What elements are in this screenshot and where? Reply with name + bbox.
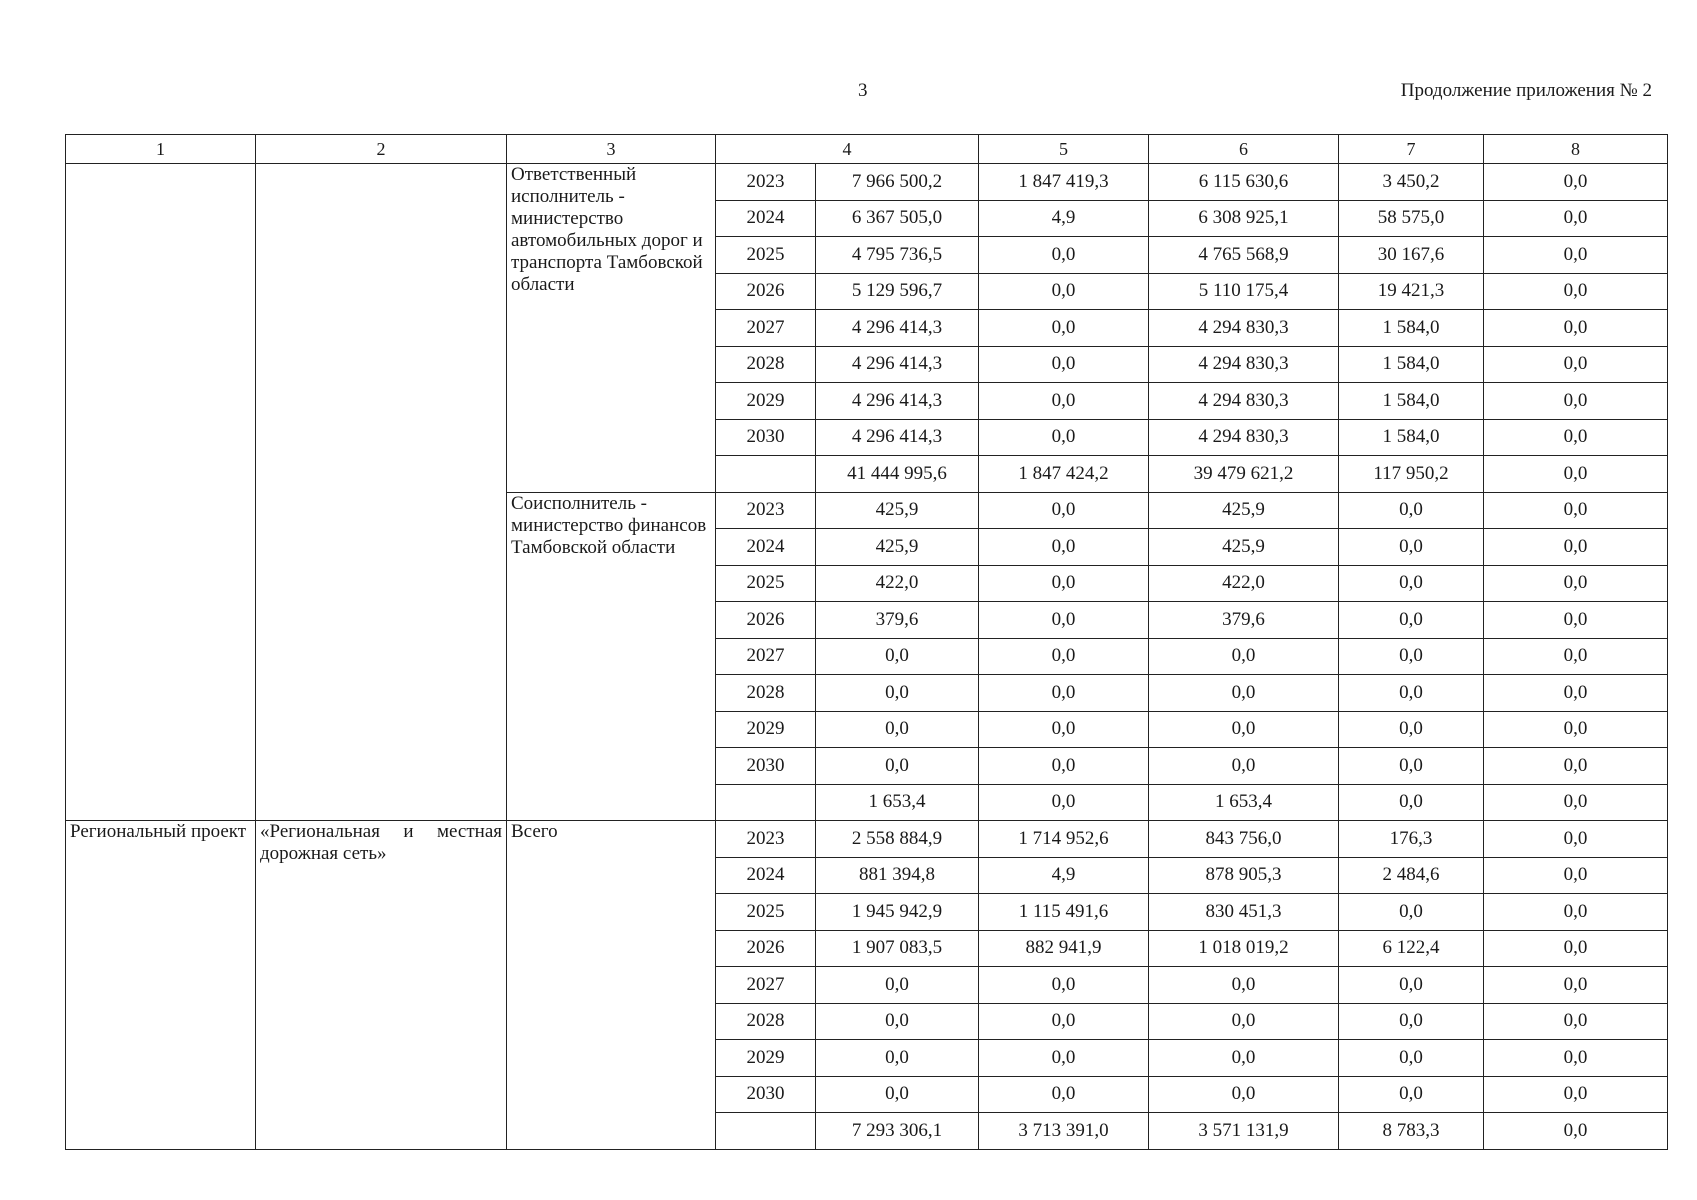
year-cell: 2027: [716, 310, 816, 347]
year-cell: [716, 1113, 816, 1150]
total-cell: 2 558 884,9: [816, 821, 979, 858]
regional-budget-cell: 0,0: [1149, 675, 1339, 712]
local-budget-cell: 0,0: [1339, 967, 1484, 1004]
local-budget-cell: 117 950,2: [1339, 456, 1484, 493]
other-sources-cell: 0,0: [1484, 1003, 1668, 1040]
total-cell: 7 293 306,1: [816, 1113, 979, 1150]
regional-budget-cell: 0,0: [1149, 748, 1339, 785]
other-sources-cell: 0,0: [1484, 748, 1668, 785]
local-budget-cell: 3 450,2: [1339, 164, 1484, 201]
column-number-row: [66, 135, 1668, 164]
total-cell: 4 296 414,3: [816, 419, 979, 456]
other-sources-cell: 0,0: [1484, 857, 1668, 894]
total-cell: 379,6: [816, 602, 979, 639]
appendix-note: Продолжение приложения № 2: [1400, 80, 1652, 101]
year-cell: 2027: [716, 638, 816, 675]
federal-budget-cell: 3 713 391,0: [979, 1113, 1149, 1150]
column-number: 8: [1484, 135, 1668, 164]
year-cell: 2028: [716, 346, 816, 383]
federal-budget-cell: 4,9: [979, 200, 1149, 237]
total-cell: 6 367 505,0: [816, 200, 979, 237]
total-cell: 7 966 500,2: [816, 164, 979, 201]
other-sources-cell: 0,0: [1484, 1113, 1668, 1150]
other-sources-cell: 0,0: [1484, 967, 1668, 1004]
total-cell: 0,0: [816, 1076, 979, 1113]
other-sources-cell: 0,0: [1484, 492, 1668, 529]
federal-budget-cell: 1 847 419,3: [979, 164, 1149, 201]
year-cell: 2025: [716, 894, 816, 931]
table-body: [66, 164, 1668, 1150]
regional-budget-cell: 4 765 568,9: [1149, 237, 1339, 274]
regional-budget-cell: 6 308 925,1: [1149, 200, 1339, 237]
other-sources-cell: 0,0: [1484, 711, 1668, 748]
regional-budget-cell: 1 018 019,2: [1149, 930, 1339, 967]
year-cell: 2027: [716, 967, 816, 1004]
regional-budget-cell: 3 571 131,9: [1149, 1113, 1339, 1150]
regional-budget-cell: 878 905,3: [1149, 857, 1339, 894]
local-budget-cell: 2 484,6: [1339, 857, 1484, 894]
other-sources-cell: 0,0: [1484, 675, 1668, 712]
federal-budget-cell: 0,0: [979, 675, 1149, 712]
local-budget-cell: 6 122,4: [1339, 930, 1484, 967]
regional-budget-cell: 0,0: [1149, 967, 1339, 1004]
column-number: 2: [256, 135, 507, 164]
other-sources-cell: 0,0: [1484, 419, 1668, 456]
federal-budget-cell: 0,0: [979, 565, 1149, 602]
total-cell: 1 945 942,9: [816, 894, 979, 931]
year-cell: [716, 456, 816, 493]
column-number: 1: [66, 135, 256, 164]
other-sources-cell: 0,0: [1484, 784, 1668, 821]
executor-cell: Всего: [507, 821, 716, 1150]
federal-budget-cell: 0,0: [979, 1003, 1149, 1040]
other-sources-cell: 0,0: [1484, 310, 1668, 347]
year-cell: 2024: [716, 529, 816, 566]
local-budget-cell: 8 783,3: [1339, 1113, 1484, 1150]
regional-budget-cell: 4 294 830,3: [1149, 383, 1339, 420]
year-cell: 2030: [716, 419, 816, 456]
local-budget-cell: 0,0: [1339, 711, 1484, 748]
local-budget-cell: 1 584,0: [1339, 346, 1484, 383]
year-cell: 2025: [716, 565, 816, 602]
year-cell: 2028: [716, 1003, 816, 1040]
total-cell: 4 795 736,5: [816, 237, 979, 274]
federal-budget-cell: 0,0: [979, 237, 1149, 274]
total-cell: 5 129 596,7: [816, 273, 979, 310]
federal-budget-cell: 0,0: [979, 529, 1149, 566]
other-sources-cell: 0,0: [1484, 930, 1668, 967]
total-cell: 41 444 995,6: [816, 456, 979, 493]
measure-name-cell: [256, 164, 507, 821]
budget-table: [65, 134, 1668, 1150]
local-budget-cell: 0,0: [1339, 784, 1484, 821]
regional-budget-cell: 4 294 830,3: [1149, 419, 1339, 456]
year-cell: 2029: [716, 711, 816, 748]
federal-budget-cell: 0,0: [979, 784, 1149, 821]
local-budget-cell: 0,0: [1339, 492, 1484, 529]
federal-budget-cell: 0,0: [979, 602, 1149, 639]
regional-budget-cell: 0,0: [1149, 638, 1339, 675]
measure-name-cell: «Региональная и местная дорожная сеть»: [256, 821, 507, 1150]
total-cell: 425,9: [816, 529, 979, 566]
other-sources-cell: 0,0: [1484, 565, 1668, 602]
total-cell: 1 653,4: [816, 784, 979, 821]
federal-budget-cell: 1 115 491,6: [979, 894, 1149, 931]
regional-budget-cell: 4 294 830,3: [1149, 310, 1339, 347]
total-cell: 0,0: [816, 1003, 979, 1040]
column-number: 4: [716, 135, 979, 164]
local-budget-cell: 30 167,6: [1339, 237, 1484, 274]
regional-budget-cell: 422,0: [1149, 565, 1339, 602]
local-budget-cell: 0,0: [1339, 602, 1484, 639]
table-row: [66, 821, 1668, 858]
federal-budget-cell: 882 941,9: [979, 930, 1149, 967]
year-cell: 2026: [716, 930, 816, 967]
local-budget-cell: 1 584,0: [1339, 310, 1484, 347]
regional-budget-cell: 6 115 630,6: [1149, 164, 1339, 201]
total-cell: 4 296 414,3: [816, 346, 979, 383]
other-sources-cell: 0,0: [1484, 602, 1668, 639]
year-cell: 2030: [716, 1076, 816, 1113]
regional-budget-cell: 830 451,3: [1149, 894, 1339, 931]
year-cell: 2023: [716, 821, 816, 858]
other-sources-cell: 0,0: [1484, 346, 1668, 383]
total-cell: 0,0: [816, 1040, 979, 1077]
regional-budget-cell: 425,9: [1149, 529, 1339, 566]
other-sources-cell: 0,0: [1484, 273, 1668, 310]
local-budget-cell: 1 584,0: [1339, 419, 1484, 456]
local-budget-cell: 0,0: [1339, 565, 1484, 602]
total-cell: 0,0: [816, 638, 979, 675]
federal-budget-cell: 0,0: [979, 1076, 1149, 1113]
total-cell: 0,0: [816, 711, 979, 748]
co-executor-cell: Соисполнитель - министерство финансов Тамбовской области: [507, 492, 716, 821]
regional-budget-cell: 0,0: [1149, 1076, 1339, 1113]
other-sources-cell: 0,0: [1484, 638, 1668, 675]
column-number: 5: [979, 135, 1149, 164]
measure-type-cell: [66, 164, 256, 821]
other-sources-cell: 0,0: [1484, 821, 1668, 858]
year-cell: 2023: [716, 164, 816, 201]
year-cell: 2030: [716, 748, 816, 785]
federal-budget-cell: 0,0: [979, 748, 1149, 785]
year-cell: 2028: [716, 675, 816, 712]
other-sources-cell: 0,0: [1484, 383, 1668, 420]
other-sources-cell: 0,0: [1484, 1076, 1668, 1113]
local-budget-cell: 0,0: [1339, 1040, 1484, 1077]
regional-budget-cell: 5 110 175,4: [1149, 273, 1339, 310]
total-cell: 0,0: [816, 675, 979, 712]
total-cell: 881 394,8: [816, 857, 979, 894]
regional-budget-cell: 843 756,0: [1149, 821, 1339, 858]
year-cell: 2026: [716, 273, 816, 310]
other-sources-cell: 0,0: [1484, 894, 1668, 931]
federal-budget-cell: 1 714 952,6: [979, 821, 1149, 858]
federal-budget-cell: 0,0: [979, 711, 1149, 748]
local-budget-cell: 19 421,3: [1339, 273, 1484, 310]
federal-budget-cell: 0,0: [979, 310, 1149, 347]
federal-budget-cell: 0,0: [979, 638, 1149, 675]
column-number: 7: [1339, 135, 1484, 164]
total-cell: 1 907 083,5: [816, 930, 979, 967]
regional-budget-cell: 0,0: [1149, 1003, 1339, 1040]
regional-budget-cell: 1 653,4: [1149, 784, 1339, 821]
year-cell: 2024: [716, 857, 816, 894]
local-budget-cell: 58 575,0: [1339, 200, 1484, 237]
other-sources-cell: 0,0: [1484, 456, 1668, 493]
regional-budget-cell: 0,0: [1149, 1040, 1339, 1077]
year-cell: 2023: [716, 492, 816, 529]
year-cell: 2026: [716, 602, 816, 639]
measure-type-cell: Региональный проект: [66, 821, 256, 1150]
federal-budget-cell: 0,0: [979, 383, 1149, 420]
federal-budget-cell: 0,0: [979, 1040, 1149, 1077]
total-cell: 4 296 414,3: [816, 310, 979, 347]
other-sources-cell: 0,0: [1484, 529, 1668, 566]
federal-budget-cell: 4,9: [979, 857, 1149, 894]
federal-budget-cell: 0,0: [979, 273, 1149, 310]
year-cell: 2029: [716, 1040, 816, 1077]
year-cell: 2029: [716, 383, 816, 420]
local-budget-cell: 0,0: [1339, 1076, 1484, 1113]
executor-cell: Ответственный исполнитель - министерство автомобильных дорог и транспорта Тамбовской области: [507, 164, 716, 493]
local-budget-cell: 176,3: [1339, 821, 1484, 858]
total-cell: 4 296 414,3: [816, 383, 979, 420]
local-budget-cell: 0,0: [1339, 1003, 1484, 1040]
federal-budget-cell: 0,0: [979, 492, 1149, 529]
total-cell: 0,0: [816, 967, 979, 1004]
page-number: 3: [858, 80, 868, 101]
regional-budget-cell: 0,0: [1149, 711, 1339, 748]
regional-budget-cell: 39 479 621,2: [1149, 456, 1339, 493]
local-budget-cell: 0,0: [1339, 529, 1484, 566]
other-sources-cell: 0,0: [1484, 200, 1668, 237]
federal-budget-cell: 1 847 424,2: [979, 456, 1149, 493]
other-sources-cell: 0,0: [1484, 164, 1668, 201]
year-cell: 2025: [716, 237, 816, 274]
other-sources-cell: 0,0: [1484, 237, 1668, 274]
total-cell: 422,0: [816, 565, 979, 602]
local-budget-cell: 1 584,0: [1339, 383, 1484, 420]
federal-budget-cell: 0,0: [979, 419, 1149, 456]
year-cell: 2024: [716, 200, 816, 237]
year-cell: [716, 784, 816, 821]
regional-budget-cell: 4 294 830,3: [1149, 346, 1339, 383]
table-row: [66, 164, 1668, 201]
regional-budget-cell: 425,9: [1149, 492, 1339, 529]
local-budget-cell: 0,0: [1339, 748, 1484, 785]
total-cell: 0,0: [816, 748, 979, 785]
local-budget-cell: 0,0: [1339, 638, 1484, 675]
federal-budget-cell: 0,0: [979, 967, 1149, 1004]
other-sources-cell: 0,0: [1484, 1040, 1668, 1077]
total-cell: 425,9: [816, 492, 979, 529]
local-budget-cell: 0,0: [1339, 894, 1484, 931]
column-number: 3: [507, 135, 716, 164]
column-number: 6: [1149, 135, 1339, 164]
regional-budget-cell: 379,6: [1149, 602, 1339, 639]
federal-budget-cell: 0,0: [979, 346, 1149, 383]
local-budget-cell: 0,0: [1339, 675, 1484, 712]
